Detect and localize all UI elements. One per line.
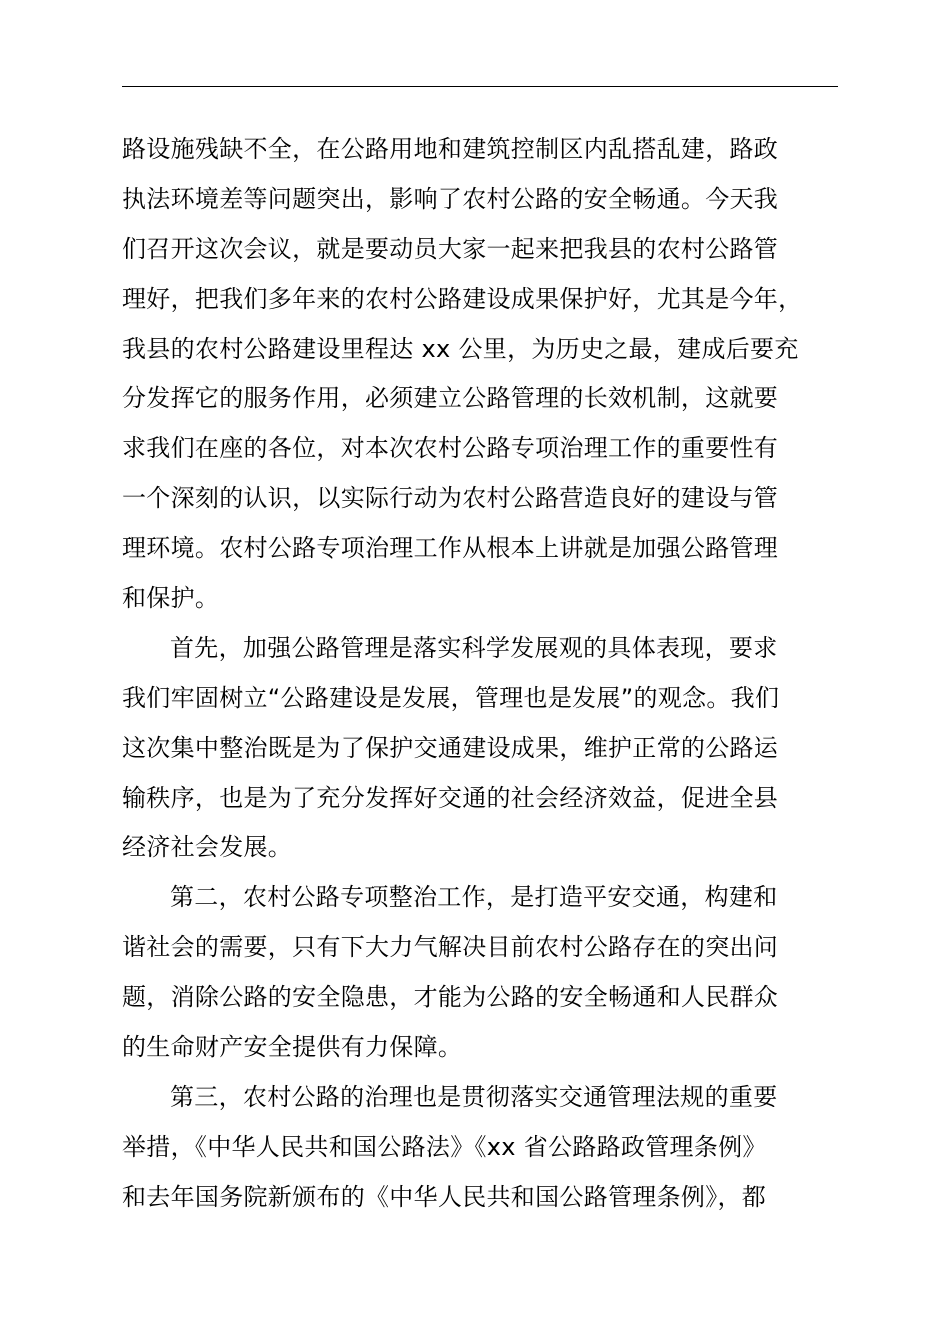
text-line: 和保护。 [122,584,220,613]
text-line: 首先，加强公路管理是落实科学发展观的具体表现，要求 [170,633,778,662]
document-body [122,125,862,1223]
text-line: 路设施残缺不全，在公路用地和建筑控制区内乱搭乱建，路政 [122,135,779,163]
text-line: 的生命财产安全提供有力保障。 [122,1033,463,1062]
text-line: 理好，把我们多年来的农村公路建设成果保护好，尤其是今年， [122,284,803,313]
text-line: 谐社会的需要，只有下大力气解决目前农村公路存在的突出问 [122,933,779,962]
header-rule [122,86,838,87]
text-line: 举措，《中华人民共和国公路法》《xx 省公路路政管理条例》 [122,1132,767,1161]
text-line: 分发挥它的服务作用，必须建立公路管理的长效机制，这就要 [122,384,779,413]
text-line: 执法环境差等问题突出，影响了农村公路的安全畅通。今天我 [122,184,779,213]
text-line: 一个深刻的认识，以实际行动为农村公路营造良好的建设与管 [122,484,779,513]
text-line: 我县的农村公路建设里程达 xx 公里，为历史之最，建成后要充 [122,334,799,363]
text-line: 经济社会发展。 [122,833,293,862]
text-line: 们召开这次会议，就是要动员大家一起来把我县的农村公路管 [122,234,779,263]
text-line: 和去年国务院新颁布的《中华人民共和国公路管理条例》，都 [122,1182,767,1211]
text-line: 我们牢固树立“公路建设是发展，管理也是发展”的观念。我们 [122,683,780,712]
text-line: 这次集中整治既是为了保护交通建设成果，维护正常的公路运 [122,733,779,762]
text-line: 求我们在座的各位，对本次农村公路专项治理工作的重要性有 [122,434,779,463]
text-line: 输秩序，也是为了充分发挥好交通的社会经济效益，促进全县 [122,783,779,812]
text-line: 第二，农村公路专项整治工作，是打造平安交通，构建和 [170,883,778,912]
text-line: 题，消除公路的安全隐患，才能为公路的安全畅通和人民群众 [122,983,779,1012]
text-line: 第三，农村公路的治理也是贯彻落实交通管理法规的重要 [170,1082,778,1111]
text-line: 理环境。农村公路专项治理工作从根本上讲就是加强公路管理 [122,534,779,563]
